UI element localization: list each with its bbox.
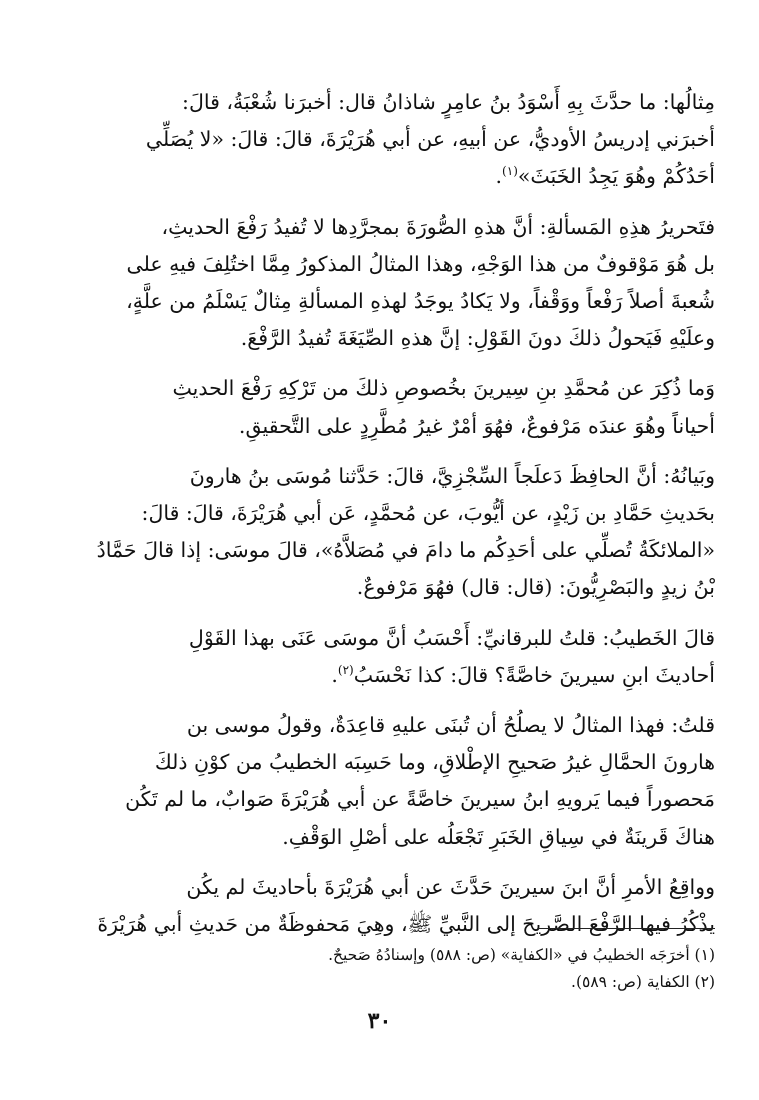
- text-line-content: أحَدُكُمْ وهُوَ يَجِدُ الخَبَثَ»: [517, 164, 715, 189]
- line-end-punct: .: [331, 662, 338, 687]
- text-line: أخبرَني إدريسُ الأوديُّ، عن أبيهِ، عن أبي هُرَيْرَةَ، قالَ: قالَ: «لا يُصَلِّي: [145, 127, 715, 152]
- text-line: شُعبةَ أصلاً رَفْعاً ووَقْفاً، ولا يَكادُ يوجَدُ لهذهِ المسألةِ مِثالٌ يَسْلَمُ من علَّةٍ،: [126, 289, 715, 314]
- text-line: مِثالُها: ما حدَّثَ بِهِ أَسْوَدُ بنُ عامِرٍ شاذانُ قال: أخبرَنا شُعْبَةُ، قالَ:: [182, 90, 715, 114]
- text-line: «الملائكَةُ تُصلِّي على أحَدِكُم ما دامَ في مُصَلاَّهُ»، قالَ موسَى: إذا قالَ حَمَّادُ: [96, 538, 715, 563]
- main-text: [78, 84, 715, 956]
- text-line: وَما ذُكِرَ عن مُحمَّدِ بنِ سِيرينَ بخُصوصِ ذلكَ من تَرْكِهِ رَفْعَ الحديثِ: [172, 376, 715, 401]
- paragraph-khatib: [78, 620, 715, 694]
- text-line: فتَحريرُ هذِهِ المَسألةِ: أنَّ هذهِ الصُّورَةَ بمجرَّدِها لا تُفيدُ رَفْعَ الحديثِ،: [161, 214, 715, 239]
- text-line: [78, 158, 715, 195]
- paragraph-analysis: [78, 209, 715, 358]
- text-line: وبَيانُهُ: أنَّ الحافِظَ دَعلَجاً السِّجْزِيَّ، قالَ: حَدَّثنا مُوسَى بنُ هارونَ: [189, 463, 715, 488]
- paragraph-ibn-sirin: [78, 370, 715, 444]
- footnote-1: (١) أخرَجَه الخطيبُ في «الكفاية» (ص: ٥٨٨) وإسنادُهُ صَحيحٌ.: [328, 946, 715, 964]
- line-end-punct: .: [495, 164, 503, 189]
- paragraph-conclusion: [78, 707, 715, 856]
- text-line: بل هُوَ مَوْقوفٌ من هذا الوَجْهِ، وهذا المثالُ المذكورُ مِمَّا اختُلِفَ فيهِ على: [126, 251, 715, 276]
- footnotes: [78, 942, 715, 996]
- footnote-2: (٢) الكفاية (ص: ٥٨٩).: [571, 973, 715, 991]
- text-line: وعلَيْهِ فَيَحولُ ذلكَ دونَ القَوْلِ: إنَّ هذهِ الصِّيَغَةَ تُفيدُ الرَّفْعَ.: [240, 326, 715, 351]
- text-line: بحَديثِ حَمَّادِ بن زَيْدٍ، عن أيُّوبَ، عن مُحمَّدٍ، عَن أبي هُرَيْرَةَ، قالَ: قالَ:: [141, 501, 715, 526]
- text-line: أحياناً وهُوَ عندَه مَرْفوعٌ، فهُوَ أمْرٌ غيرُ مُطَّرِدٍ على التَّحقيقِ.: [238, 413, 715, 438]
- text-line: قالَ الخَطيبُ: قلتُ للبرقانيِّ: أَحْسَبُ أنَّ موسَى عَنَى بهذا القَوْلِ: [188, 625, 715, 650]
- text-line: وواقِعُ الأمرِ أنَّ ابنَ سيرينَ حَدَّثَ عن أبي هُرَيْرَةَ بأحاديثَ لم يكُن: [186, 874, 715, 899]
- paragraph-reality: [78, 869, 715, 943]
- text-line: مَحصوراً فيما يَرويهِ ابنُ سيرينَ خاصَّةً عن أبي هُرَيْرَةَ صَوابٌ، ما لم تَكُن: [125, 787, 715, 812]
- text-line: هناكَ قَرينَةٌ في سِياقِ الخَبَرِ تَجْعَلُه على أصْلِ الوَقْفِ.: [282, 824, 715, 849]
- footnote-divider: [538, 928, 715, 929]
- text-line: يذْكُرُ فيها الرَّفْعَ الصَّريحَ إلى النَّبيِّ ﷺ، وهِيَ مَحفوظَةٌ من حَديثِ أبي هُرَيْرَةَ: [97, 912, 715, 937]
- page-number: ٣٠: [367, 1008, 392, 1034]
- text-line: [78, 657, 715, 694]
- footnote-ref-1: (١): [502, 164, 518, 179]
- text-line-content: أحاديثَ ابنِ سيرينَ خاصَّةً؟ قالَ: كذا نَحْسَبُ: [353, 662, 715, 687]
- text-line: قلتُ: فهذا المثالُ لا يصلُحُ أن تُبنَى عليهِ قاعِدَةٌ، وقولُ موسى بن: [186, 713, 715, 738]
- footnote-ref-2: (٢): [337, 663, 354, 678]
- text-line: بْنُ زيدٍ والبَصْرِيُّونَ: (قال: قال) فهُوَ مَرْفوعٌ.: [356, 575, 715, 600]
- paragraph-example: [78, 84, 715, 196]
- text-line: هارونَ الحمَّالِ غيرُ صَحيحِ الإطْلاقِ، وما حَسِبَه الخطيبُ من كوْنِ ذلكَ: [154, 750, 715, 775]
- paragraph-explanation: [78, 458, 715, 607]
